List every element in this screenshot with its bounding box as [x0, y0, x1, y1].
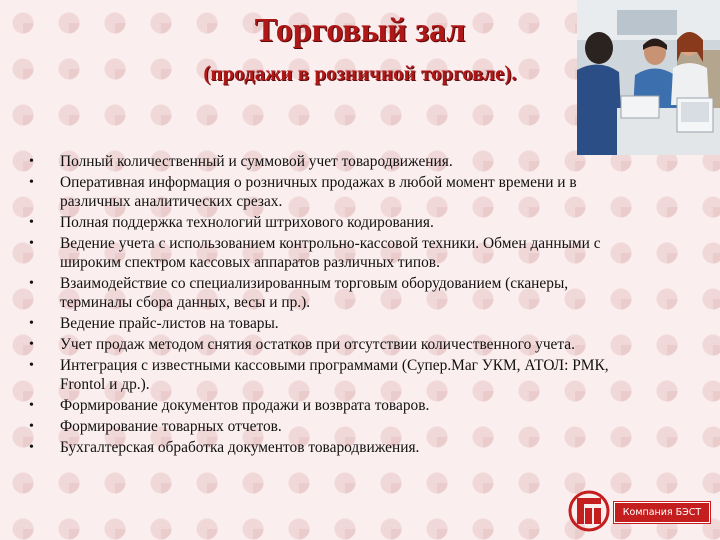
logo-graphic [568, 489, 610, 533]
list-item-text: Ведение прайс-листов на товары. [60, 315, 279, 332]
list-item [28, 234, 628, 272]
list-item-text: Оперативная информация о розничных продажах в любой момент времени и в различных аналитических срезах. [60, 174, 577, 210]
bullet-icon: • [29, 398, 34, 413]
list-item-text: Интеграция с известными кассовыми программами (Супер.Маг УКМ, АТОЛ: РМК, Frontol и др.). [60, 357, 609, 393]
best-company-logo-icon [568, 489, 610, 533]
slide-title: Торговый зал [254, 12, 466, 49]
bullet-icon: • [29, 276, 34, 291]
list-item [28, 213, 628, 232]
list-item [28, 396, 628, 415]
list-item-text: Полная поддержка технологий штрихового кодирования. [60, 214, 434, 231]
list-item [28, 356, 628, 394]
list-item-text: Полный количественный и суммовой учет товародвижения. [60, 153, 453, 170]
bullet-icon: • [29, 236, 34, 251]
bullet-icon: • [29, 175, 34, 190]
bullet-icon: • [29, 316, 34, 331]
list-item [28, 274, 628, 312]
list-item [28, 438, 628, 457]
slide-subtitle: (продажи в розничной торговле). [203, 61, 517, 85]
list-item [28, 417, 628, 436]
list-item [28, 335, 628, 354]
list-item-text: Взаимодействие со специализированным торговым оборудованием (сканеры, терминалы сбора данных, весы и пр.). [60, 275, 569, 311]
bullet-icon: • [29, 215, 34, 230]
bullet-icon: • [29, 154, 34, 169]
list-item-text: Формирование документов продажи и возврата товаров. [60, 397, 430, 414]
photo-illustration [577, 0, 720, 155]
bullet-icon: • [29, 419, 34, 434]
list-item-text: Ведение учета с использованием контрольно-кассовой техники. Обмен данными с широким спектром кассовых аппаратов различных типов. [60, 235, 601, 271]
list-item-text: Формирование товарных отчетов. [60, 418, 282, 435]
list-item [28, 152, 628, 171]
list-item [28, 314, 628, 333]
retail-checkout-photo [577, 0, 720, 155]
feature-list [28, 152, 628, 459]
bullet-icon: • [29, 337, 34, 352]
list-item-text: Учет продаж методом снятия остатков при отсутствии количественного учета. [60, 336, 575, 353]
list-item-text: Бухгалтерская обработка документов товародвижения. [60, 439, 420, 456]
bullet-icon: • [29, 440, 34, 455]
company-badge: Компания БЭСТ [614, 502, 710, 523]
bullet-icon: • [29, 358, 34, 373]
list-item [28, 173, 628, 211]
